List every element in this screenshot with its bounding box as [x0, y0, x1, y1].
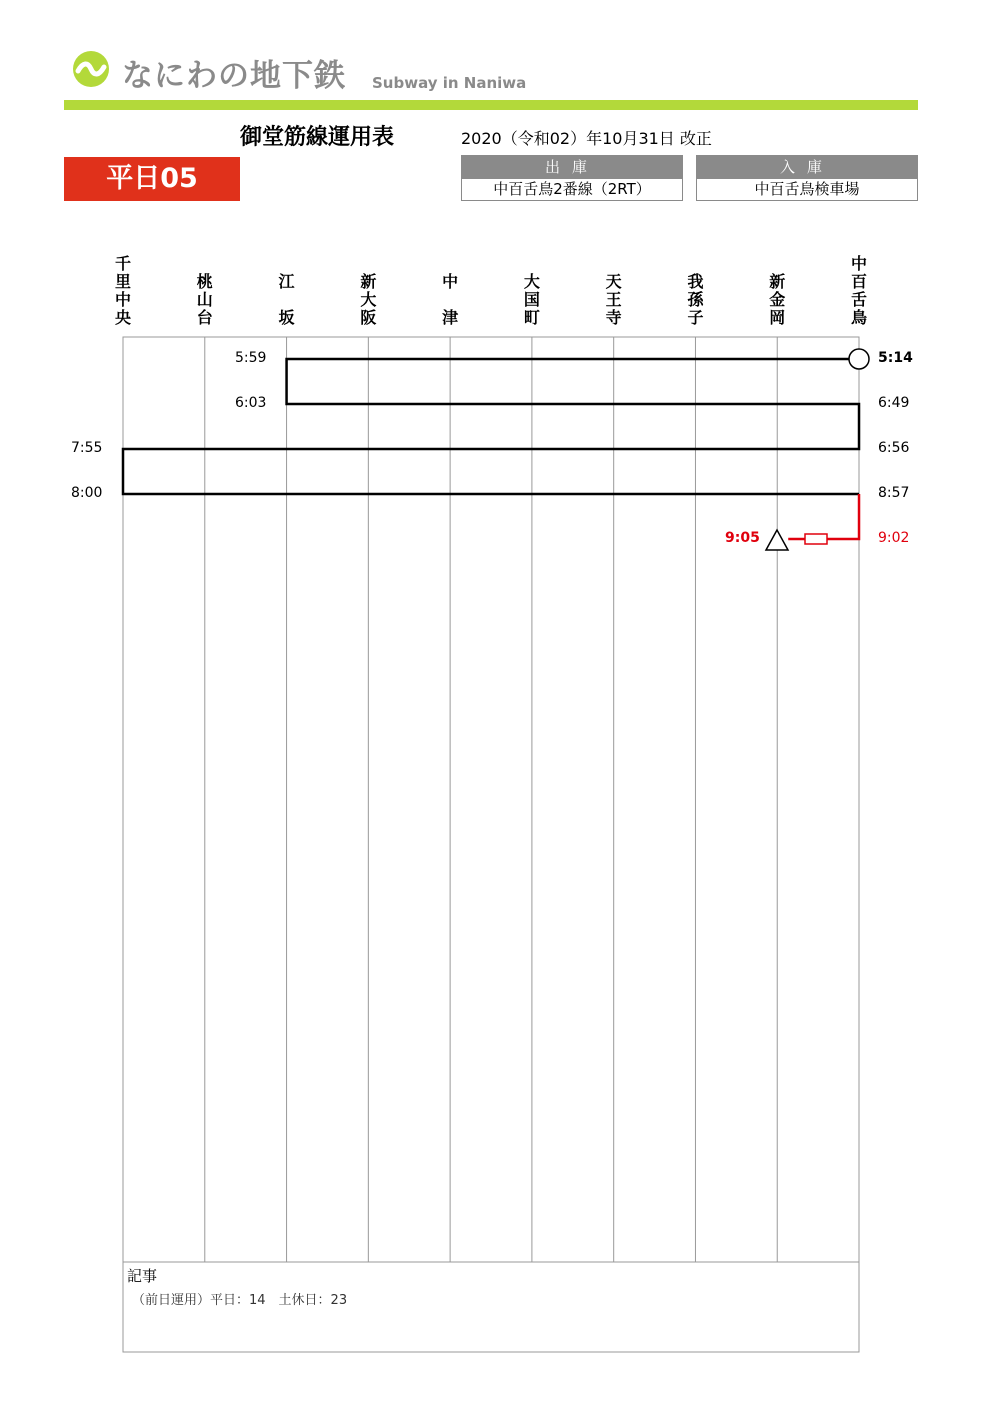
- station-char: 寺: [605, 308, 622, 327]
- station-char: 新: [360, 272, 377, 291]
- train-run-path: [123, 359, 859, 494]
- notes-body: （前日運用）平日：14 土休日：23: [132, 1293, 348, 1308]
- station-char: 王: [605, 290, 622, 309]
- depart-depot-marker: [849, 349, 869, 369]
- time-label-514: 5:14: [878, 350, 913, 366]
- station-char: 国: [523, 290, 540, 309]
- station-char: 我: [687, 272, 704, 291]
- depot-out-value: 中百舌鳥2番線（2RT）: [493, 180, 651, 198]
- station-char: 舌: [851, 290, 868, 309]
- time-label-603: 6:03: [235, 395, 267, 411]
- station-char: 阪: [360, 308, 377, 327]
- notes-title: 記事: [127, 1267, 158, 1285]
- station-char: 千: [114, 254, 131, 273]
- station-char: 子: [687, 308, 704, 327]
- station-char: 新: [769, 272, 786, 291]
- station-char: 金: [769, 290, 786, 309]
- time-label-649: 6:49: [878, 395, 910, 411]
- brand-subtitle: Subway in Naniwa: [372, 74, 527, 92]
- station-char: 中: [442, 272, 459, 291]
- depot-out-label: 出庫: [462, 156, 682, 179]
- station-char: 津: [442, 308, 459, 327]
- station-char: 山: [196, 290, 213, 309]
- time-label-857: 8:57: [878, 485, 910, 501]
- station-char: 大: [523, 272, 540, 291]
- station-char: 町: [523, 308, 540, 327]
- station-char: 坂: [278, 308, 295, 327]
- station-char: 桃: [196, 272, 213, 291]
- station-char: 天: [605, 272, 622, 291]
- station-char: 百: [851, 272, 868, 291]
- time-label-905: 9:05: [725, 530, 760, 546]
- brand-name: なにわの地下鉄: [122, 58, 346, 94]
- grid-frame: [123, 337, 859, 1352]
- station-char: 央: [114, 308, 131, 327]
- depot-return-path: [788, 494, 859, 539]
- station-char: 中: [114, 290, 131, 309]
- time-label-755: 7:55: [71, 440, 103, 456]
- revision-date: 2020（令和02）年10月31日 改正: [461, 129, 712, 148]
- station-char: 中: [851, 254, 868, 273]
- station-char: 江: [278, 272, 295, 291]
- operation-badge: 平日05: [64, 157, 240, 201]
- time-label-800: 8:00: [71, 485, 103, 501]
- station-char: 岡: [769, 308, 786, 327]
- station-char: 台: [196, 308, 213, 327]
- depot-in-label: 入庫: [697, 156, 917, 179]
- depot-track-marker: [805, 534, 827, 544]
- time-label-656: 6:56: [878, 440, 910, 456]
- time-label-559: 5:59: [235, 350, 267, 366]
- station-char: 大: [360, 290, 377, 309]
- depot-in-value: 中百舌鳥検車場: [754, 180, 860, 198]
- station-lines: [205, 337, 777, 1262]
- station-char: 里: [114, 272, 131, 291]
- station-char: 鳥: [851, 308, 868, 327]
- arrive-depot-triangle: [766, 530, 788, 550]
- station-char: 孫: [687, 290, 704, 309]
- page-title: 御堂筋線運用表: [240, 125, 395, 150]
- time-label-902: 9:02: [878, 530, 910, 546]
